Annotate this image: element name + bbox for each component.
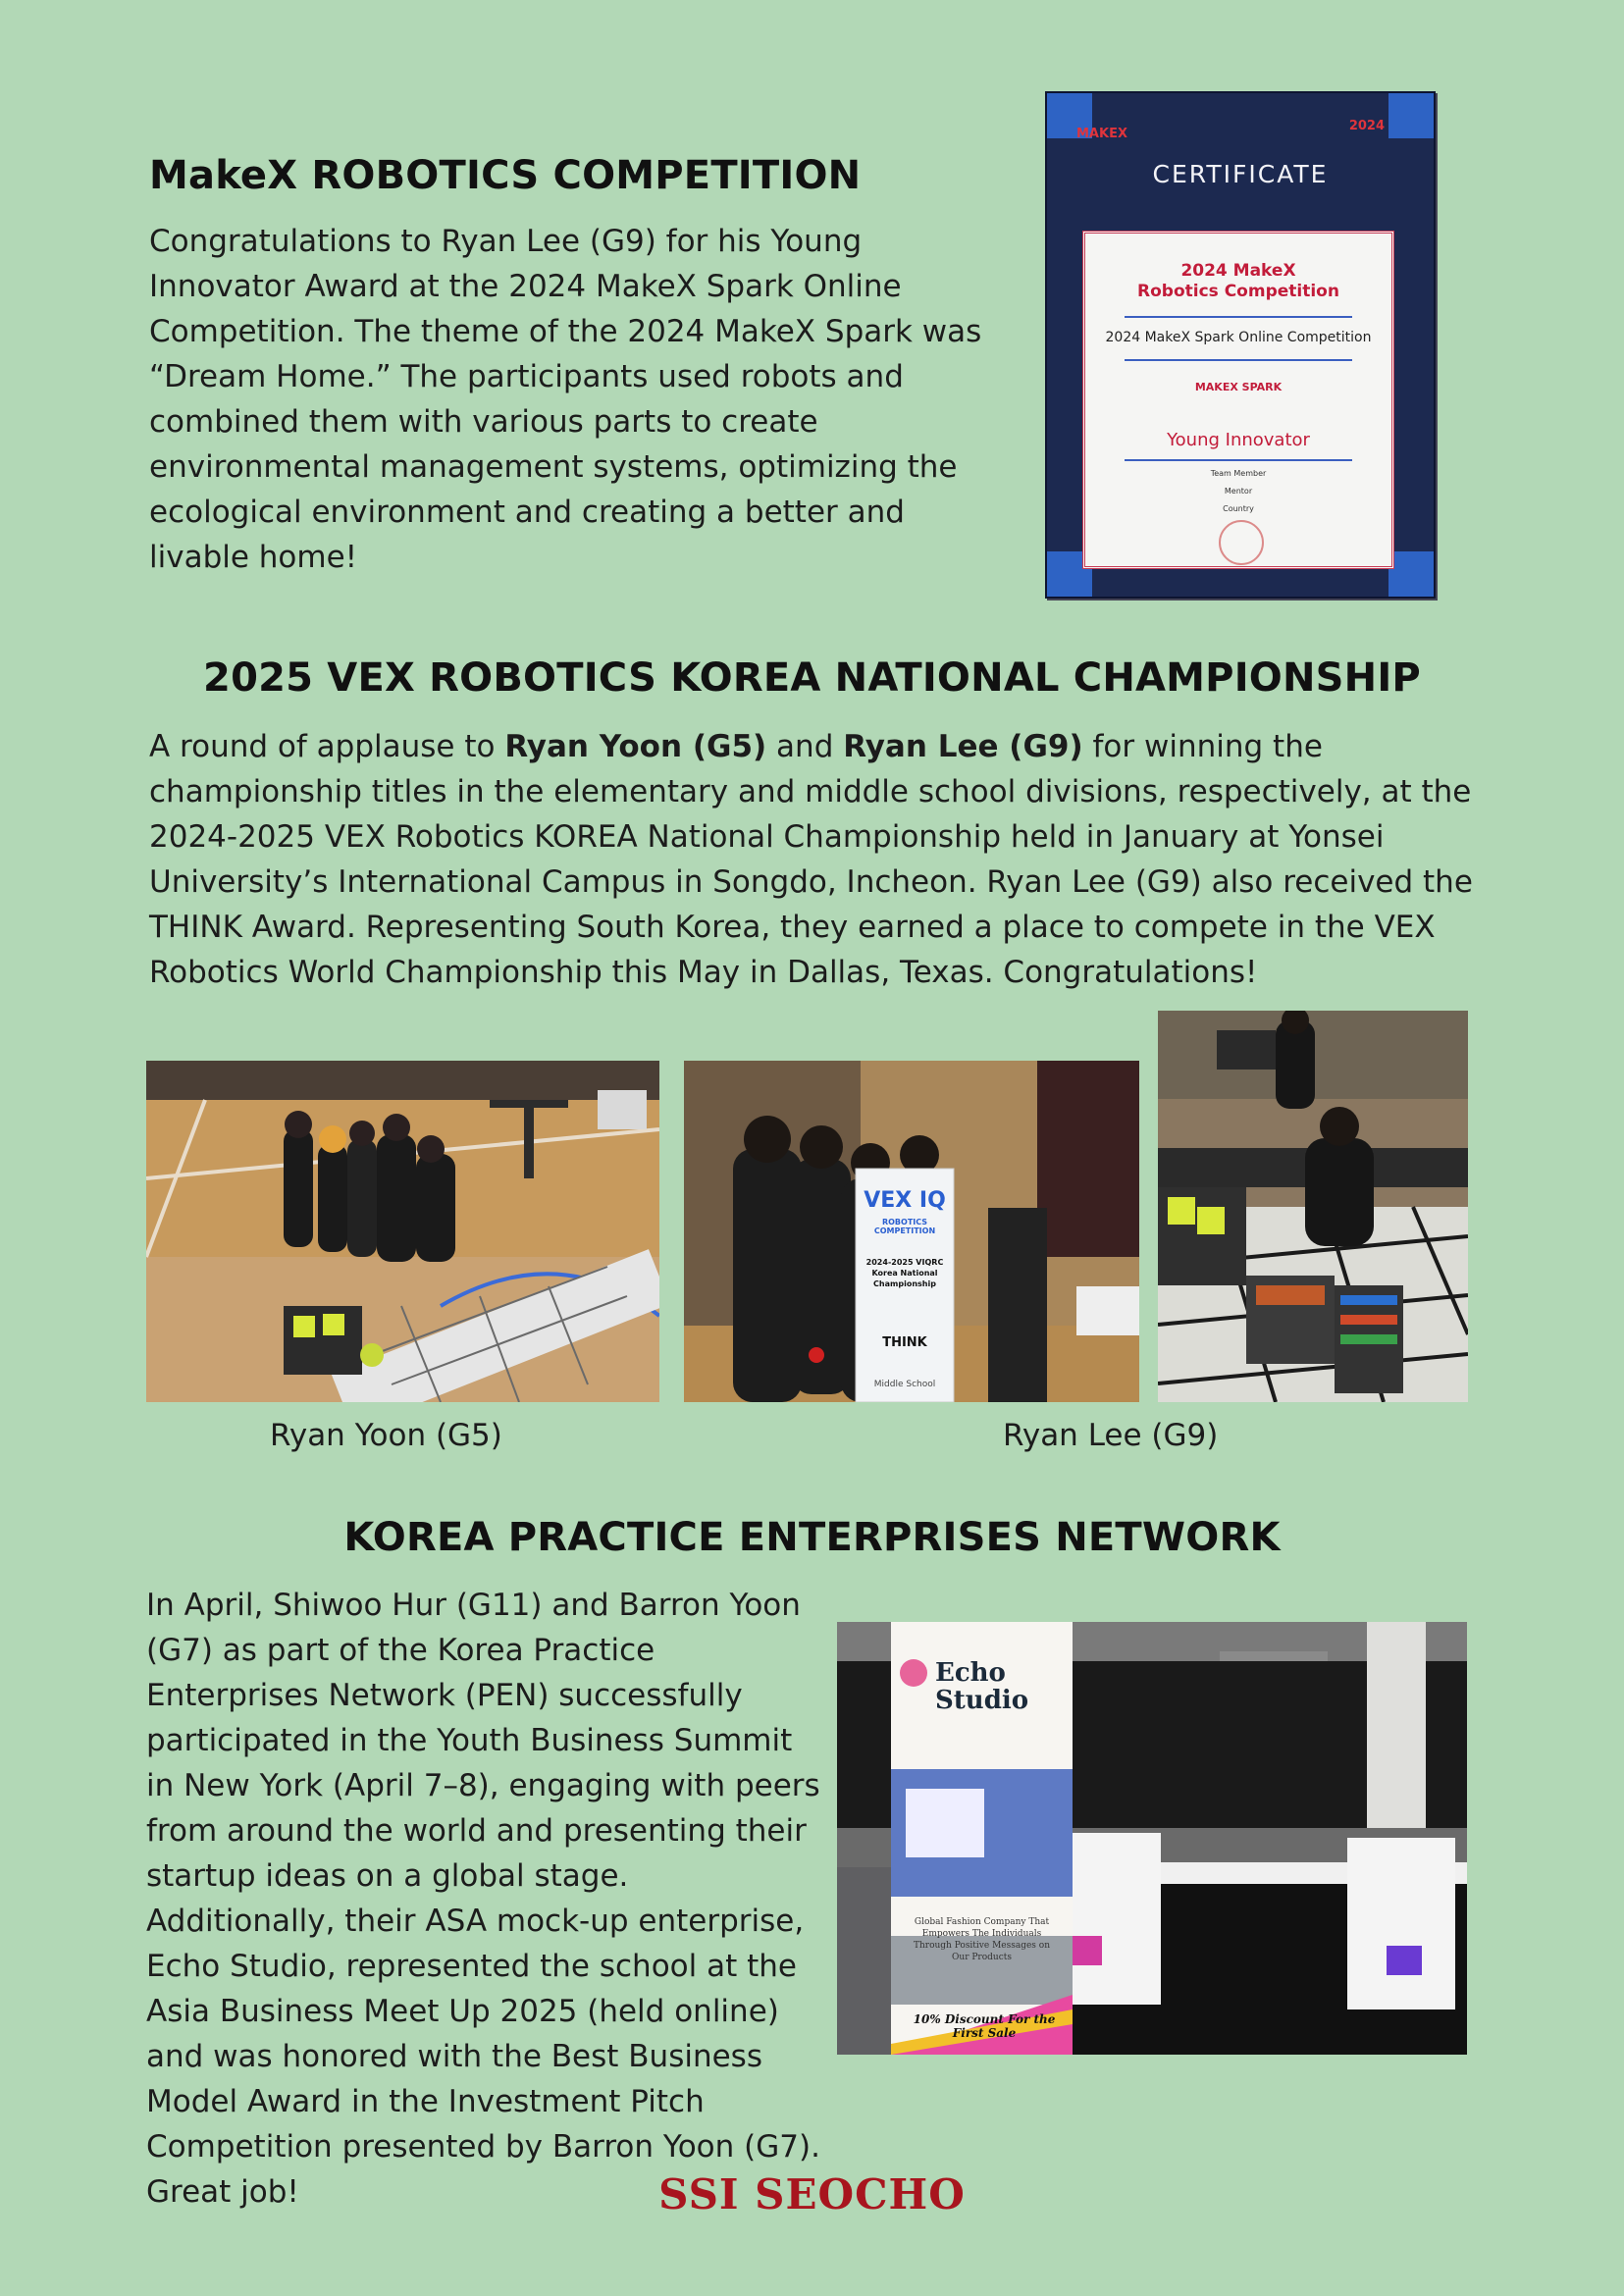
- vex-and: and: [766, 729, 844, 764]
- banner-subtitle: ROBOTICS COMPETITION: [873, 1218, 936, 1235]
- caption-ryan-yoon: Ryan Yoon (G5): [270, 1418, 502, 1453]
- frame-corner: [1388, 93, 1434, 138]
- certificate-line2: Robotics Competition: [1137, 282, 1339, 301]
- makex-title: MakeX ROBOTICS COMPETITION: [149, 153, 862, 198]
- certificate-field: Mentor: [1224, 487, 1253, 496]
- echo-studio-brand: Echo Studio: [935, 1658, 1029, 1715]
- pen-title: KOREA PRACTICE ENTERPRISES NETWORK: [343, 1515, 1281, 1560]
- echo-studio-promo: 10% Discount For the First Sale: [913, 2012, 1056, 2040]
- banner-event: 2024-2025 VIQRC Korea National Championship: [865, 1258, 944, 1288]
- vex-title: 2025 VEX ROBOTICS KOREA NATIONAL CHAMPIONSHIP: [203, 655, 1421, 701]
- frame-corner: [1388, 551, 1434, 597]
- certificate-paper: [1082, 231, 1394, 569]
- banner-division: Middle School: [873, 1380, 936, 1389]
- seal-icon: [1219, 520, 1264, 565]
- vex-paragraph: [149, 724, 1474, 995]
- certificate-brand: MAKEX: [1076, 127, 1127, 141]
- certificate-field: Team Member: [1210, 469, 1267, 478]
- vex-intro: A round of applause to: [149, 729, 505, 764]
- certificate-image: [1045, 91, 1436, 599]
- certificate-event: 2024 MakeX Spark Online Competition: [1105, 330, 1372, 345]
- certificate-category: MAKEX SPARK: [1194, 381, 1283, 393]
- vex-name-2: Ryan Lee (G9): [843, 729, 1083, 764]
- vex-photo-3: [1158, 1011, 1468, 1402]
- banner-award: THINK: [882, 1335, 927, 1350]
- pen-paragraph: In April, Shiwoo Hur (G11) and Barron Yoon (G7) as part of the Korea Practice Enterprises Network (PEN) successfully participated in the Youth Business Summit in New York (April 7–8), engaging with peers from around the world and presenting their startup ideas on a global stage. Additionally, their ASA mock-up enterprise, Echo Studio, represented the school at the Asia Business Meet Up 2025 (held online) and was honored with the Best Business Model Award in the Investment Pitch Competition presented by Barron Yoon (G7). Great job!: [146, 1588, 820, 2210]
- certificate-year: 2024: [1348, 119, 1385, 133]
- vex-name-1: Ryan Yoon (G5): [504, 729, 767, 764]
- certificate-competition: [1085, 261, 1391, 302]
- certificate-line1: 2024 MakeX: [1180, 261, 1296, 281]
- divider: [1125, 459, 1352, 461]
- divider: [1125, 359, 1352, 361]
- certificate-field: Country: [1223, 504, 1254, 513]
- banner-vex-logo: VEX IQ: [864, 1188, 946, 1213]
- certificate-heading: CERTIFICATE: [1152, 160, 1329, 188]
- echo-studio-text: Global Fashion Company That Empowers The Individuals Through Positive Messages on Our Products: [913, 1917, 1051, 1962]
- makex-paragraph: Congratulations to Ryan Lee (G9) for his Young Innovator Award at the 2024 MakeX Spark Online Competition. The theme of the 2024 MakeX Spark was “Dream Home.” The participants used robots and combined them with various parts to create environmental management systems, optimizing the ecological environment and creating a better and livable home!: [149, 224, 982, 575]
- caption-ryan-lee: Ryan Lee (G9): [1003, 1418, 1219, 1453]
- vex-photo-1: [146, 1061, 659, 1402]
- vex-photo-2: [684, 1061, 1139, 1402]
- footer-school-name: SSI SEOCHO: [658, 2170, 966, 2218]
- vex-body: for winning the championship titles in the elementary and middle school divisions, respectively, at the 2024-2025 VEX Robotics KOREA National Championship held in January at Yonsei University’s International Campus in Songdo, Incheon. Ryan Lee (G9) also received the THINK Award. Representing South Korea, they earned a place to compete in the VEX Robotics World Championship this May in Dallas, Texas. Congratulations!: [149, 729, 1473, 990]
- echo-studio-photo: [837, 1622, 1467, 2055]
- divider: [1125, 316, 1352, 318]
- certificate-award: Young Innovator: [1167, 430, 1310, 450]
